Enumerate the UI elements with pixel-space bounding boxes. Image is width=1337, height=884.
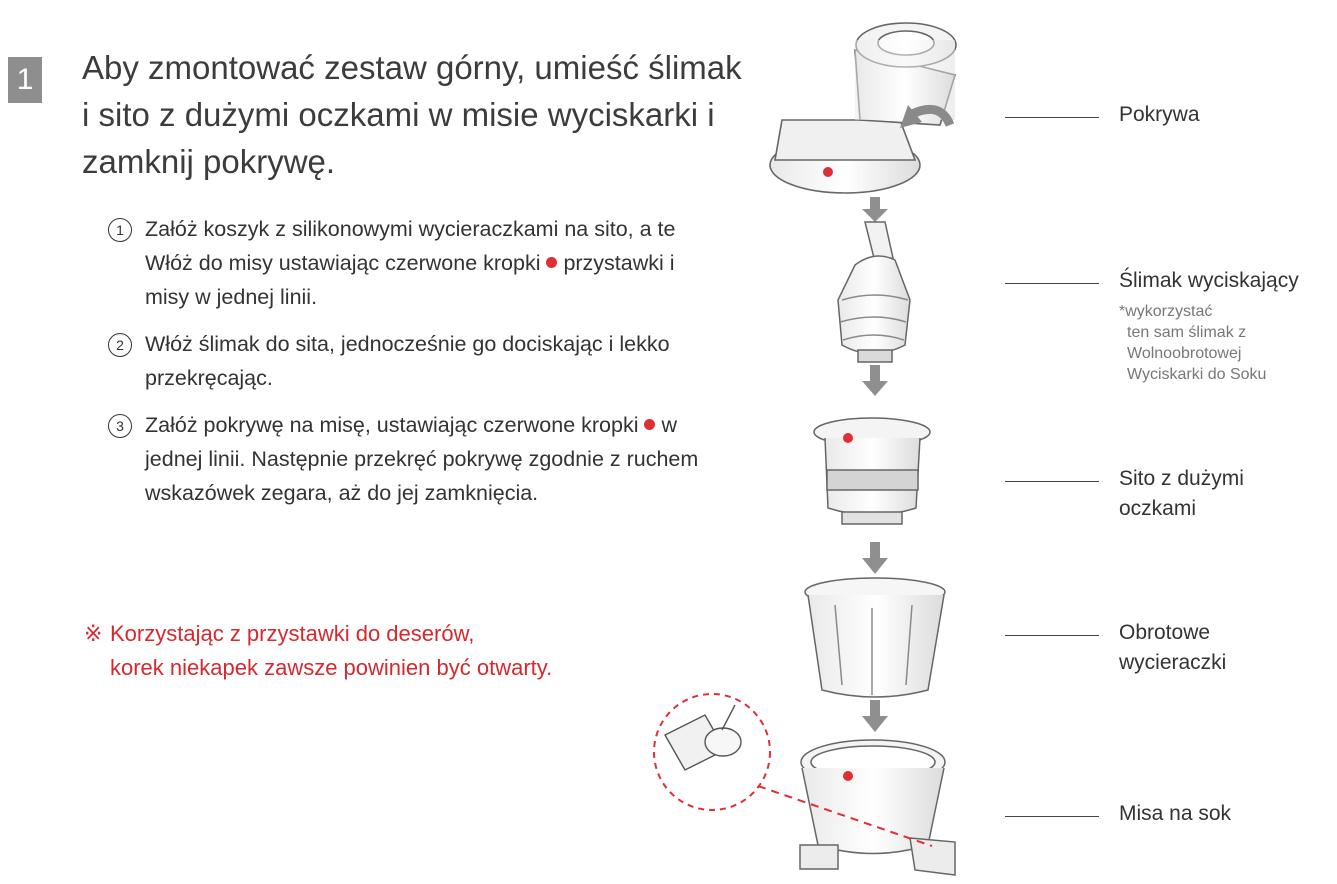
warning-note <box>84 617 664 685</box>
footnote-line: *wykorzystać <box>1119 303 1213 320</box>
part-label-lid <box>1005 100 1200 130</box>
leader-line <box>1005 481 1099 524</box>
leader-line <box>1005 117 1099 130</box>
strainer-red-dot-icon <box>843 433 853 443</box>
down-arrow-icon <box>862 700 888 732</box>
leader-line <box>1005 283 1099 296</box>
part-label-auger <box>1005 266 1299 296</box>
reference-mark-icon: ※ <box>84 621 103 646</box>
footnote-line: ten sam ślimak z <box>1127 324 1247 341</box>
assembly-diagram <box>610 0 1010 884</box>
leader-line <box>1005 635 1099 678</box>
footnote-line: Wolnoobrotowej <box>1127 345 1242 362</box>
lid-red-dot-icon <box>823 167 833 177</box>
part-name: Sito z dużymi oczkami <box>1119 467 1244 520</box>
step-heading: Aby zmontować zestaw górny, umieść ślimak i sito z dużymi oczkami w misie wyciskarki i zamknij pokrywę. <box>82 49 742 180</box>
bowl-red-dot-icon <box>843 771 853 781</box>
instruction-text-cont: w jednej linii. Następnie przekręć pokrywę zgodnie z ruchem wskazówek zegara, aż do jej zamknięcia. <box>145 413 699 505</box>
instruction-text-cont: przystawki i misy w jednej linii. <box>145 251 675 309</box>
red-dot-icon <box>546 257 557 268</box>
instruction-text: Załóż koszyk z silikonowymi wycieraczkami na sito, a te Włóż do misy ustawiając czerwone kropki <box>145 217 676 275</box>
auger-footnote <box>1119 301 1266 385</box>
circled-number: 1 <box>108 218 132 242</box>
part-label-strainer <box>1005 464 1244 524</box>
auger-illustration <box>838 222 910 362</box>
brush-basket-illustration <box>805 578 945 697</box>
down-arrow-icon <box>862 365 888 396</box>
instruction-text: Załóż pokrywę na misę, ustawiając czerwone kropki <box>145 413 645 437</box>
circled-number: 3 <box>108 414 132 438</box>
part-name: Obrotowe wycieraczki <box>1119 621 1227 674</box>
part-label-bowl <box>1005 799 1231 829</box>
down-arrow-icon <box>862 542 888 574</box>
instruction-text: Włóż ślimak do sita, jednocześnie go dociskając i lekko przekręcając. <box>145 332 670 390</box>
part-name: Pokrywa <box>1119 103 1200 126</box>
juice-bowl-illustration <box>800 740 955 875</box>
part-name: Ślimak wyciskający <box>1119 269 1299 292</box>
step-number-badge: 1 <box>8 57 42 103</box>
lid-illustration <box>770 23 956 193</box>
note-line-2: korek niekapek zawsze powinien być otwarty. <box>110 655 553 680</box>
strainer-illustration <box>814 418 930 524</box>
circled-number: 2 <box>108 333 132 357</box>
leader-line <box>1005 816 1099 829</box>
part-label-brush <box>1005 618 1226 678</box>
down-arrow-icon <box>862 197 888 222</box>
part-name: Misa na sok <box>1119 802 1232 825</box>
footnote-line: Wyciskarki do Soku <box>1127 366 1267 383</box>
note-line-1: Korzystając z przystawki do deserów, <box>110 621 475 646</box>
